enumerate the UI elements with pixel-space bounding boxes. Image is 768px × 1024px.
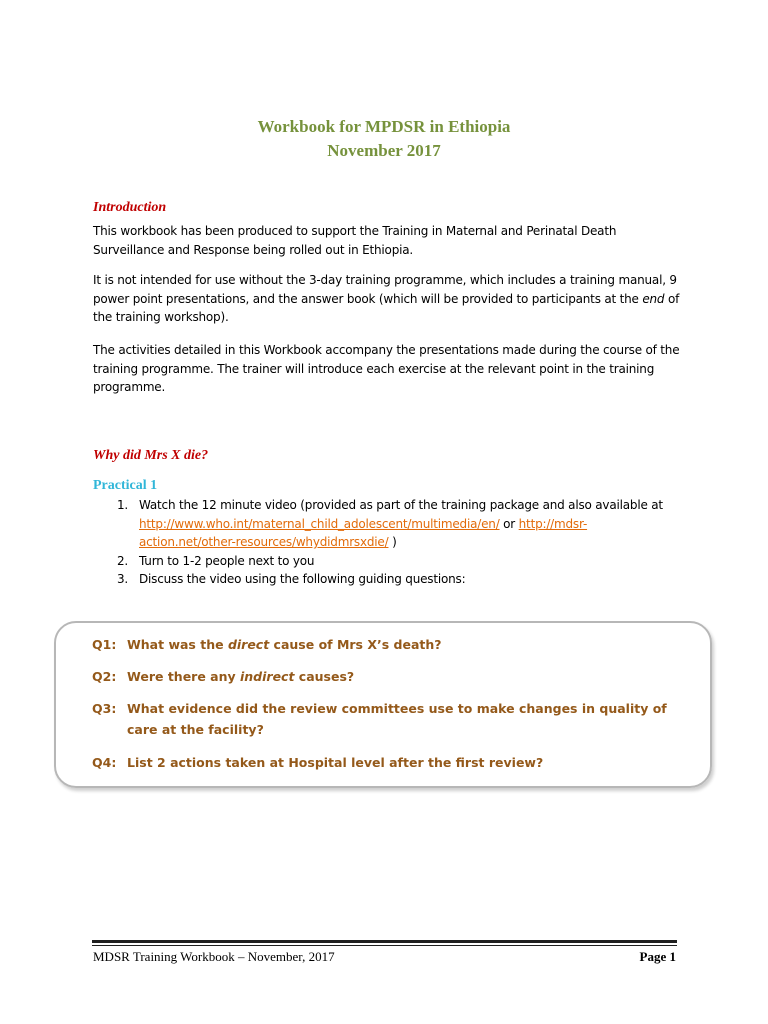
question-label: Q1: xyxy=(92,637,117,652)
question-text: What evidence did the review committees use to make changes in quality of care at the facility? xyxy=(127,701,667,737)
question-emphasis: indirect xyxy=(240,669,295,684)
question-1 xyxy=(92,634,682,655)
list-item-text: Turn to 1-2 people next to you xyxy=(139,553,315,568)
mdsr-video-link[interactable]: http://mdsr-action.net/other-resources/whydidmrsxdie/ xyxy=(139,516,588,549)
steps-list xyxy=(93,496,683,589)
list-item-number: 3. xyxy=(117,572,129,586)
page-number: Page 1 xyxy=(639,949,676,964)
question-2 xyxy=(92,666,682,687)
question-3 xyxy=(92,698,682,740)
intro-paragraph-3 xyxy=(93,341,683,397)
question-text: What was the xyxy=(127,637,228,652)
title-line-1: Workbook for MPDSR in Ethiopia xyxy=(257,117,511,136)
introduction-heading: Introduction xyxy=(93,200,167,215)
list-item-text: Discuss the video using the following guiding questions: xyxy=(139,572,466,586)
footer-title: MDSR Training Workbook – November, 2017 xyxy=(93,949,335,964)
practical-heading: Practical 1 xyxy=(93,478,158,493)
list-item-number: 2. xyxy=(117,553,129,568)
list-item-connector: or xyxy=(499,516,519,531)
list-item-text: Watch the 12 minute video (provided as part of the training package and also available at xyxy=(139,498,663,512)
question-label: Q3: xyxy=(92,701,117,716)
intro-paragraph-2-text: It is not intended for use without the 3-day training programme, which includes a training manual, 9 power point presentations, and the answer book (which will be provided to participants at the xyxy=(93,273,677,306)
title-line-2: November 2017 xyxy=(327,141,441,160)
question-text: List 2 actions taken at Hospital level after the first review? xyxy=(127,755,544,770)
question-emphasis: direct xyxy=(227,637,270,652)
footer-divider-thin xyxy=(92,945,677,946)
list-item-text-end: ) xyxy=(388,535,397,549)
intro-paragraph-1-text: This workbook has been produced to support the Training in Maternal and Perinatal Death Surveillance and Response being rolled out in Ethiopia. xyxy=(93,224,617,257)
intro-paragraph-3-text: The activities detailed in this Workbook accompany the presentations made during the course of the training programme. The trainer will introduce each exercise at the relevant point in the training programme. xyxy=(93,343,680,394)
question-text-end: cause of Mrs X’s death? xyxy=(269,637,442,652)
who-video-link[interactable]: http://www.who.int/maternal_child_adolescent/multimedia/en/ xyxy=(139,516,500,531)
question-label: Q4: xyxy=(92,755,117,770)
question-4 xyxy=(92,752,682,773)
footer-divider-thick xyxy=(92,940,677,943)
intro-paragraph-2-emphasis: end xyxy=(642,291,665,306)
list-item-number: 1. xyxy=(117,498,129,512)
section-heading: Why did Mrs X die? xyxy=(93,448,209,463)
list-item xyxy=(93,552,683,571)
intro-paragraph-2 xyxy=(93,271,683,327)
list-item xyxy=(93,570,683,589)
list-item xyxy=(93,496,683,552)
intro-paragraph-1 xyxy=(93,222,683,259)
intro-paragraph-2-end: of the training workshop). xyxy=(93,291,680,324)
question-text: Were there any xyxy=(127,669,240,684)
question-text-end: causes? xyxy=(294,669,355,684)
question-label: Q2: xyxy=(92,669,117,684)
